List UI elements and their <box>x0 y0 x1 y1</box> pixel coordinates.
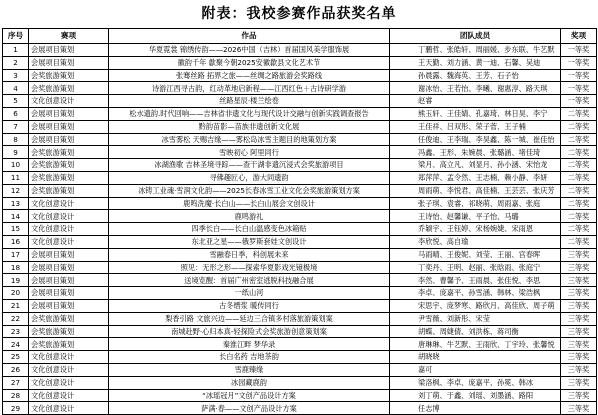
row-award: 三等奖 <box>561 325 597 338</box>
row-number: 27 <box>3 376 29 389</box>
row-team: 胡晓晓 <box>390 351 561 364</box>
row-number: 16 <box>3 235 29 248</box>
row-team: 胡蝶、周婕倩、刘洪栋、蒋司衡 <box>390 325 561 338</box>
row-work: 秦淮江畔 梦华录 <box>109 338 390 351</box>
row-team: 郑萍萍、孟令然、王志楠、赖小静、李妍 <box>390 171 561 184</box>
row-award: 二等奖 <box>561 133 597 146</box>
row-award: 三等奖 <box>561 274 597 287</box>
table-row <box>3 210 597 223</box>
row-award: 二等奖 <box>561 171 597 184</box>
row-team: 唐琳琳、牛艺默、王雨欣、丁宇玲、张馨悦 <box>390 338 561 351</box>
row-team: 李然、曹馨予、王雨晨、张佳悦、李思 <box>390 274 561 287</box>
row-award: 二等奖 <box>561 235 597 248</box>
row-category: 文化创意设计 <box>29 223 109 236</box>
table-row <box>3 338 597 351</box>
row-category: 文化创意设计 <box>29 95 109 108</box>
row-work: 寻佛趣匠心，游大同遗韵 <box>109 171 390 184</box>
row-category: 会奖旅游策划 <box>29 184 109 197</box>
row-work: 松水遗韵.时代回响——吉林省非遗文化与现代设计交融与创新实践调查报告 <box>109 107 390 120</box>
header-no: 序号 <box>3 29 29 44</box>
row-category: 文化创意设计 <box>29 210 109 223</box>
table-row <box>3 325 597 338</box>
row-category: 会展项目策划 <box>29 44 109 57</box>
table-row <box>3 235 597 248</box>
header-award: 奖项 <box>561 29 597 44</box>
table-row <box>3 299 597 312</box>
row-category: 文化创意设计 <box>29 363 109 376</box>
table-row <box>3 351 597 364</box>
row-team: 梁洛枫、李卓、庞嘉平、孙冕、韩冰 <box>390 376 561 389</box>
table-row <box>3 44 597 57</box>
row-work: 梨香引路 文旅兴边——延边三合镇多村落旅游策划案 <box>109 312 390 325</box>
row-award: 二等奖 <box>561 146 597 159</box>
row-work: 一纸山河 <box>109 287 390 300</box>
row-work: 送境览醒：首届广州密室逃脱科技融合展 <box>109 274 390 287</box>
row-team: 任俊迪、王李瑞、李昊鑫、陈一城、崔佳怡 <box>390 133 561 146</box>
row-work: 照见：无形之形——探索华夏影戏光镜极境 <box>109 261 390 274</box>
row-category: 会展项目策划 <box>29 287 109 300</box>
row-number: 7 <box>3 120 29 133</box>
table-row <box>3 107 597 120</box>
row-team: 梁月、高立凡、刘显月、孙小涵、宋怡龙 <box>390 159 561 172</box>
header-category: 赛项 <box>29 29 109 44</box>
row-category: 文化创意设计 <box>29 235 109 248</box>
table-row <box>3 133 597 146</box>
row-number: 19 <box>3 274 29 287</box>
row-award: 三等奖 <box>561 299 597 312</box>
row-award: 一等奖 <box>561 95 597 108</box>
row-category: 会展项目策划 <box>29 299 109 312</box>
row-work: 长白名药 吉地茶韵 <box>109 351 390 364</box>
row-work: 黔韵苗影—苗族非遗创新文化展 <box>109 120 390 133</box>
row-award: 三等奖 <box>561 312 597 325</box>
row-category: 会奖旅游策划 <box>29 338 109 351</box>
table-row <box>3 146 597 159</box>
table-row <box>3 120 597 133</box>
row-team: 谢冰怡、王若怡、李曦、谢惠淳、路天琪 <box>390 82 561 95</box>
table-row <box>3 389 597 402</box>
table-row <box>3 261 597 274</box>
table-row <box>3 223 597 236</box>
row-work: 冰铸工业魂·雪润文化韵——2025长春冰雪工业文化会奖旅游策划方案 <box>109 184 390 197</box>
row-category: 会展项目策划 <box>29 248 109 261</box>
row-award: 二等奖 <box>561 159 597 172</box>
award-table <box>2 28 597 415</box>
row-category: 文化创意设计 <box>29 402 109 415</box>
row-number: 17 <box>3 248 29 261</box>
table-header-row <box>3 29 597 44</box>
row-team: 任志博 <box>390 402 561 415</box>
row-work: “冰瑶冠月”文创产品设计方案 <box>109 389 390 402</box>
row-award: 一等奖 <box>561 69 597 82</box>
row-award: 二等奖 <box>561 197 597 210</box>
row-number: 25 <box>3 351 29 364</box>
row-number: 20 <box>3 287 29 300</box>
table-row <box>3 363 597 376</box>
row-team: 孙晨露、魏海英、王芳、石子怡 <box>390 69 561 82</box>
row-number: 23 <box>3 325 29 338</box>
row-work: 南城赴野·心归本真-轻探险式会奖旅游创意策划案 <box>109 325 390 338</box>
table-row <box>3 69 597 82</box>
row-work: 萨满·春——文创产品设计方案 <box>109 402 390 415</box>
row-category: 会展项目策划 <box>29 56 109 69</box>
row-work: 鹿鸣洗魔·长白山——长白山展会文创设计 <box>109 197 390 210</box>
table-row <box>3 287 597 300</box>
row-category: 文化创意设计 <box>29 351 109 364</box>
row-award: 二等奖 <box>561 184 597 197</box>
table-row <box>3 274 597 287</box>
row-team: 冯鑫、王形、朱婉晨、张璐涵、堵佳琦 <box>390 146 561 159</box>
row-team: 乔颖宇、王钰婷、宋杨婉婕、宋雨恩 <box>390 223 561 236</box>
row-team: 丁鹏哲、张皓轩、周丽媛、步东联、牛艺默 <box>390 44 561 57</box>
row-work: 雪映初心 阿里同行 <box>109 146 390 159</box>
row-number: 10 <box>3 159 29 172</box>
row-number: 26 <box>3 363 29 376</box>
row-category: 会奖旅游策划 <box>29 325 109 338</box>
row-category: 会奖旅游策划 <box>29 159 109 172</box>
row-work: 东北亚之星——俄罗斯套娃文创设计 <box>109 235 390 248</box>
row-work: 古冬缙浆 暖传同行 <box>109 299 390 312</box>
row-number: 29 <box>3 402 29 415</box>
row-award: 二等奖 <box>561 223 597 236</box>
table-row <box>3 95 597 108</box>
row-award: 二等奖 <box>561 120 597 133</box>
table-row <box>3 248 597 261</box>
row-number: 8 <box>3 133 29 146</box>
row-team: 刘丁萌、于鑫、刘瑶、刘墨涵、路阳 <box>390 389 561 402</box>
row-award: 三等奖 <box>561 261 597 274</box>
row-award: 一等奖 <box>561 82 597 95</box>
header-work: 作品 <box>109 29 390 44</box>
row-number: 12 <box>3 184 29 197</box>
row-team: 李欣悦、高自瑜 <box>390 235 561 248</box>
row-number: 5 <box>3 95 29 108</box>
row-number: 13 <box>3 197 29 210</box>
row-team: 熊玉轩、王佳婧、孔嘉琦、林日昊、李宁 <box>390 107 561 120</box>
row-number: 14 <box>3 210 29 223</box>
table-row <box>3 402 597 415</box>
header-team: 团队成员 <box>390 29 561 44</box>
row-work: 四季长白——长白山温感变色冰箱贴 <box>109 223 390 236</box>
page-title: 附表：我校参赛作品获奖名单 <box>201 6 397 22</box>
row-team: 马雨晴、王俊妮、刘莹、王丽、宫春晖 <box>390 248 561 261</box>
row-category: 文化创意设计 <box>29 376 109 389</box>
row-number: 3 <box>3 69 29 82</box>
row-category: 会奖旅游策划 <box>29 312 109 325</box>
row-category: 文化创意设计 <box>29 197 109 210</box>
row-number: 24 <box>3 338 29 351</box>
row-work: 丝路星辰·楼兰绘卷 <box>109 95 390 108</box>
row-category: 会展项目策划 <box>29 261 109 274</box>
row-number: 21 <box>3 299 29 312</box>
row-award: 一等奖 <box>561 56 597 69</box>
row-work: 诗游江西寻古韵，红动革地启新程——江西红色＋古诗研学游 <box>109 82 390 95</box>
row-category: 会展项目策划 <box>29 274 109 287</box>
row-team: 王诗怡、赵馨谦、平子怡、马璐 <box>390 210 561 223</box>
table-body <box>3 44 597 415</box>
row-category: 会展项目策划 <box>29 107 109 120</box>
row-work: 冰园藏鹿韵 <box>109 376 390 389</box>
row-team: 嘉可 <box>390 363 561 376</box>
row-award: 三等奖 <box>561 363 597 376</box>
row-category: 会奖旅游策划 <box>29 82 109 95</box>
table-row <box>3 56 597 69</box>
row-team: 尹雪薇、刘新彤、宋莹 <box>390 312 561 325</box>
row-category: 会展项目策划 <box>29 120 109 133</box>
row-number: 1 <box>3 44 29 57</box>
table-row <box>3 159 597 172</box>
table-row <box>3 197 597 210</box>
row-work: 华夏霓裳 锦绣传韵——2026中国（吉林）首届国风美学服饰展 <box>109 44 390 57</box>
row-team: 张子琪、袁睿、祁晓萌、周雨嘉、张庭 <box>390 197 561 210</box>
row-number: 9 <box>3 146 29 159</box>
row-category: 会展项目策划 <box>29 133 109 146</box>
row-work: 冰湖渔歌 吉林圣境寻踪——查干湖非遗沉浸式会奖旅游项目 <box>109 159 390 172</box>
row-work: 冰雪雾松 天赐吉缘——雾松岛冰雪主题目的地策划方案 <box>109 133 390 146</box>
row-category: 会奖旅游策划 <box>29 146 109 159</box>
row-award: 二等奖 <box>561 210 597 223</box>
row-work: 雪融春日季，科创展未来 <box>109 248 390 261</box>
row-number: 2 <box>3 56 29 69</box>
row-number: 15 <box>3 223 29 236</box>
table-row <box>3 171 597 184</box>
row-work: 徽韵千年 歙聚今朝2025安徽歙县文化艺术节 <box>109 56 390 69</box>
row-number: 18 <box>3 261 29 274</box>
row-number: 28 <box>3 389 29 402</box>
row-award: 三等奖 <box>561 248 597 261</box>
row-team: 李卓、庞嘉平、孙雪涵、韩林、梁浩枫 <box>390 287 561 300</box>
row-award: 三等奖 <box>561 338 597 351</box>
row-team: 王佳祥、吕双彤、荣子菅、王子楠 <box>390 120 561 133</box>
row-award: 三等奖 <box>561 287 597 300</box>
row-team: 宋思宇、庞梦寒、路欣月、高佳欣、周子萌 <box>390 299 561 312</box>
row-work: 张骞丝路 拓界之旅——丝绸之路旅游会奖路线 <box>109 69 390 82</box>
table-row <box>3 312 597 325</box>
row-category: 会奖旅游策划 <box>29 171 109 184</box>
table-row <box>3 82 597 95</box>
table-row <box>3 184 597 197</box>
row-number: 4 <box>3 82 29 95</box>
row-category: 会奖旅游策划 <box>29 69 109 82</box>
row-award: 三等奖 <box>561 389 597 402</box>
row-number: 22 <box>3 312 29 325</box>
row-team: 王天勤、刘力涵、黄一迪、石馨、吴迪 <box>390 56 561 69</box>
row-award: 一等奖 <box>561 44 597 57</box>
table-row <box>3 376 597 389</box>
row-award: 二等奖 <box>561 107 597 120</box>
row-work: 雪鹿臻缘 <box>109 363 390 376</box>
row-award: 三等奖 <box>561 402 597 415</box>
row-team: 丁奕丹、王明、赵丽、张晗雨、张庭宁 <box>390 261 561 274</box>
row-team: 赵睿 <box>390 95 561 108</box>
row-team: 周雨萌、李悦君、高佳楠、王芸芸、张庆芳 <box>390 184 561 197</box>
row-category: 文化创意设计 <box>29 389 109 402</box>
row-work: 鹿鸣游礼 <box>109 210 390 223</box>
row-number: 11 <box>3 171 29 184</box>
row-award: 三等奖 <box>561 351 597 364</box>
row-award: 三等奖 <box>561 376 597 389</box>
row-number: 6 <box>3 107 29 120</box>
